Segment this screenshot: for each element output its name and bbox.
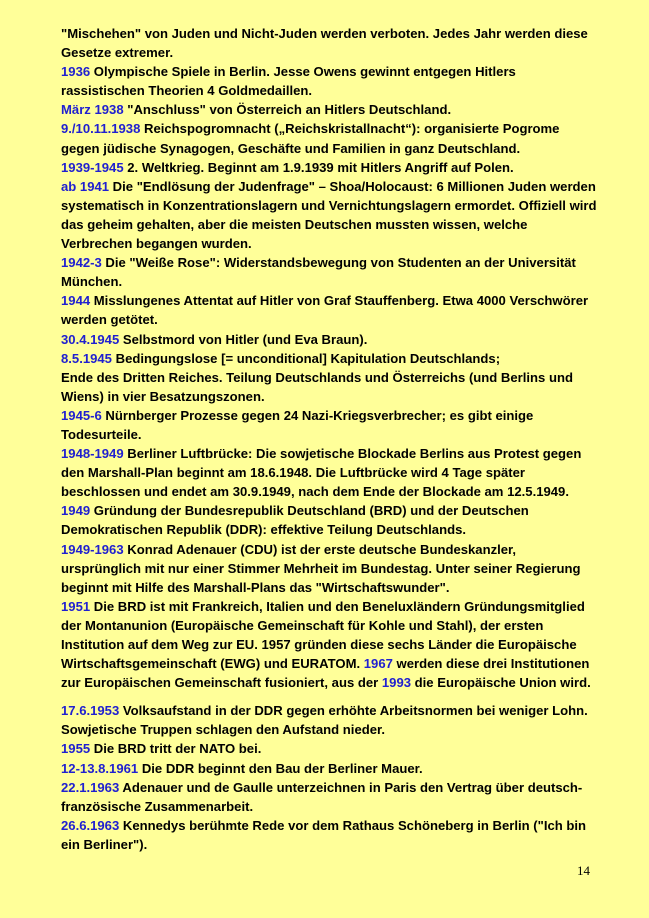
entry-date: 30.4.1945 <box>61 331 120 347</box>
timeline-entry <box>61 816 597 854</box>
timeline-entry <box>61 759 597 778</box>
entry-date: März 1938 <box>61 102 124 118</box>
entry-date: 1948-1949 <box>61 446 124 462</box>
entry-text: Die BRD ist mit Frankreich, Italien und den Beneluxländern Gründungsmitglied der Montanunion (Europäische Gemeinschaft für Kohle und Stahl), der ersten Institution auf dem Weg zur EU. 1957 gründen diese sechs Länder die Europäische Wirtschaftsgemeinschaft (EWG) und EURATOM. <box>61 598 585 672</box>
timeline-entry <box>61 24 597 62</box>
entry-date: 22.1.1963 <box>61 779 120 795</box>
entry-date: 1936 <box>61 64 91 80</box>
entry-text: Volksaufstand in der DDR gegen erhöhte Arbeitsnormen bei weniger Lohn. Sowjetische Truppen schlagen den Aufstand nieder. <box>61 703 588 738</box>
timeline-entry <box>61 778 597 816</box>
timeline-entry <box>61 291 597 329</box>
entry-date: 1951 <box>61 598 91 614</box>
entry-text: Die "Endlösung der Judenfrage" – Shoa/Holocaust: 6 Millionen Juden werden systematisch in Konzentrationslagern und Vernichtungslagern ermordet. Offiziell wird das geheim gehalten, aber die meisten Deutschen mussten wissen, welche Verbrechen begangen wurden. <box>61 178 597 252</box>
timeline-entry <box>61 540 597 597</box>
entry-text: Kennedys berühmte Rede vor dem Rathaus Schöneberg in Berlin ("Ich bin ein Berliner"). <box>61 817 587 852</box>
entry-text: Berliner Luftbrücke: Die sowjetische Blockade Berlins aus Protest gegen den Marshall-Plan beginnt am 18.6.1948. Die Luftbrücke wird 4 Tage später beschlossen und endet am 30.9.1949, nach dem Ende der Blockade am 12.5.1949. <box>61 446 582 500</box>
entry-date: 1939-1945 <box>61 159 124 175</box>
timeline-entry <box>61 349 597 406</box>
entry-date: 26.6.1963 <box>61 817 120 833</box>
entry-date: 17.6.1953 <box>61 703 120 719</box>
timeline-entry <box>61 253 597 291</box>
entry-text: 2. Weltkrieg. Beginnt am 1.9.1939 mit Hitlers Angriff auf Polen. <box>123 159 514 175</box>
entry-text: Die "Weiße Rose": Widerstandsbewegung von Studenten an der Universität München. <box>61 255 576 290</box>
entry-text: "Anschluss" von Österreich an Hitlers Deutschland. <box>123 102 452 118</box>
entry-date: 1993 <box>381 675 412 691</box>
entry-text: Die BRD tritt der NATO bei. <box>90 741 262 757</box>
timeline-entry <box>61 406 597 444</box>
page-number: 14 <box>577 863 590 878</box>
timeline-entry <box>61 330 597 349</box>
entry-text: Nürnberger Prozesse gegen 24 Nazi-Kriegsverbrecher; es gibt einige Todesurteile. <box>61 407 534 442</box>
entry-date: ab 1941 <box>61 178 110 194</box>
entry-text: Selbstmord von Hitler (und Eva Braun). <box>119 331 368 347</box>
timeline-entry <box>61 177 597 253</box>
entry-date: 1949 <box>61 503 91 519</box>
entry-text: Gründung der Bundesrepublik Deutschland (BRD) und der Deutschen Demokratischen Republik (DDR): effektive Teilung Deutschlands. <box>61 503 529 538</box>
entry-date: 9./10.11.1938 <box>61 121 141 137</box>
entry-date: 1945-6 <box>61 407 102 423</box>
entry-text: Konrad Adenauer (CDU) ist der erste deutsche Bundeskanzler, ursprünglich mit nur einer Stimmer Mehrheit im Bundestag. Unter seiner Regierung beginnt mit Hilfe des Marshall-Plans das "Wirtschaftswunder". <box>61 541 581 595</box>
timeline-entry <box>61 739 597 758</box>
entry-date: 1944 <box>61 293 91 309</box>
entry-text: Adenauer und de Gaulle unterzeichnen in Paris den Vertrag über deutsch-französische Zusammenarbeit. <box>61 779 583 814</box>
timeline-entry <box>61 444 597 501</box>
entry-text: Reichspogromnacht („Reichskristallnacht“): organisierte Pogrome gegen jüdische Synagogen, Geschäfte und Familien in ganz Deutschland. <box>61 121 560 156</box>
entry-date: 1949-1963 <box>61 541 124 557</box>
entry-text: Misslungenes Attentat auf Hitler von Graf Stauffenberg. Etwa 4000 Verschwörer werden getötet. <box>61 293 589 328</box>
entry-text: werden diese drei Institutionen zur Europäischen Gemeinschaft fusioniert, aus der <box>61 656 590 691</box>
entry-text: Ende des Dritten Reiches. Teilung Deutschlands und Österreichs (und Berlins und Wiens) in vier Besatzungszonen. <box>61 369 573 404</box>
timeline-text <box>61 24 597 854</box>
entry-date: 1955 <box>61 741 91 757</box>
timeline-entry <box>61 701 597 739</box>
entry-text: Olympische Spiele in Berlin. Jesse Owens gewinnt entgegen Hitlers rassistischen Theorien 4 Goldmedaillen. <box>61 64 516 99</box>
timeline-entry <box>61 62 597 100</box>
entry-text: "Mischehen" von Juden und Nicht-Juden werden verboten. Jedes Jahr werden diese Gesetze extremer. <box>61 26 588 61</box>
entry-text: die Europäische Union wird. <box>411 675 591 691</box>
timeline-entry <box>61 501 597 539</box>
entry-text: Bedingungslose [= unconditional] Kapitulation Deutschlands; <box>111 350 501 366</box>
timeline-entry <box>61 119 597 157</box>
entry-date: 1967 <box>363 656 393 672</box>
entry-text: Die DDR beginnt den Bau der Berliner Mauer. <box>138 760 423 776</box>
entry-date: 8.5.1945 <box>61 350 112 366</box>
entry-date: 12-13.8.1961 <box>61 760 139 776</box>
timeline-entry <box>61 597 597 692</box>
timeline-entry <box>61 100 597 119</box>
timeline-entry <box>61 158 597 177</box>
entry-date: 1942-3 <box>61 255 102 271</box>
